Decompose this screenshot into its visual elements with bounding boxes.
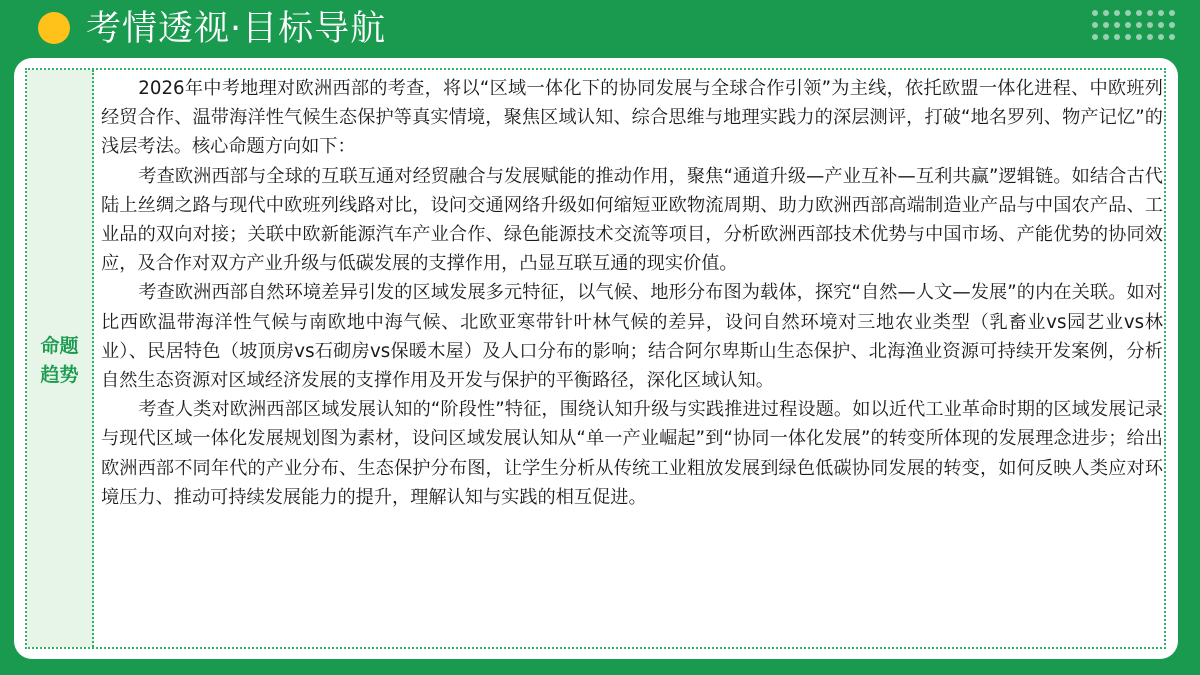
page-title: 考情透视·目标导航 xyxy=(86,9,387,49)
side-panel xyxy=(27,70,94,647)
paragraph-environment: 考查欧洲西部自然环境差异引发的区域发展多元特征，以气候、地形分布图为载体，探究“自然—人文—发展”的内在关联。如对比西欧温带海洋性气候与南欧地中海气候、北欧亚寒带针叶林气候的差异，设问自然环境对三地农业类型（乳畜业vs园艺业vs林业）、民居特色（坡顶房vs石砌房vs保暖木屋）及人口分布的影响；结合阿尔卑斯山生态保护、北海渔业资源可持续开发案例，分析自然生态资源对区域经济发展的支撑作用及开发与保护的平衡路径，深化区域认知。 xyxy=(101,282,1163,392)
side-label-line1: 命题 xyxy=(40,335,79,357)
dot-pattern-icon xyxy=(1092,10,1182,48)
paragraph-intro: 2026年中考地理对欧洲西部的考查，将以“区域一体化下的协同发展与全球合作引领”为主线，依托欧盟一体化进程、中欧班列经贸合作、温带海洋性气候生态保护等真实情境，聚焦区域认知、综合思维与地理实践力的深层测评，打破“地名罗列、物产记忆”的浅层考法。核心命题方向如下： xyxy=(101,78,1163,158)
paragraph-cognition: 考查人类对欧洲西部区域发展认知的“阶段性”特征，围绕认知升级与实践推进过程设题。如以近代工业革命时期的区域发展记录与现代区域一体化发展规划图为素材，设问区域发展认知从“单一产业崛起”到“协同一体化发展”的转变所体现的发展理念进步；给出欧洲西部不同年代的产业分布、生态保护分布图，让学生分析从传统工业粗放发展到绿色低碳协同发展的转变，如何反映人类应对环境压力、推动可持续发展能力的提升，理解认知与实践的相互促进。 xyxy=(101,399,1163,508)
content-card xyxy=(14,58,1178,659)
circle-bullet-icon xyxy=(38,12,70,44)
content-frame xyxy=(25,68,1166,649)
header-bar xyxy=(0,0,1200,58)
body-text xyxy=(101,74,1163,512)
side-label-line2: 趋势 xyxy=(40,364,79,386)
paragraph-connectivity: 考查欧洲西部与全球的互联互通对经贸融合与发展赋能的推动作用，聚焦“通道升级—产业互补—互利共赢”逻辑链。如结合古代陆上丝绸之路与现代中欧班列线路对比，设问交通网络升级如何缩短亚欧物流周期、助力欧洲西部高端制造业产品与中国农产品、工业品的双向对接；关联中欧新能源汽车产业合作、绿色能源技术交流等项目，分析欧洲西部技术优势与中国市场、产能优势的协同效应，及合作对双方产业升级与低碳发展的支撑作用，凸显互联互通的现实价值。 xyxy=(101,165,1163,275)
side-label xyxy=(27,332,92,390)
